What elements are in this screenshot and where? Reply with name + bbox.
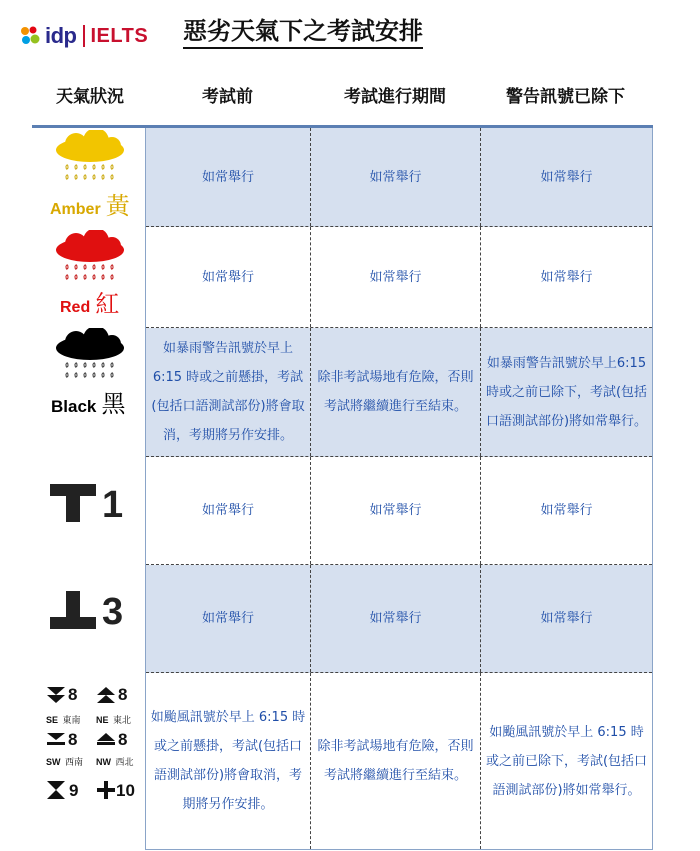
header-after: 警告訊號已除下 bbox=[506, 87, 625, 107]
t3-during-cell: 如常舉行 bbox=[311, 565, 481, 672]
t8-during-cell: 除非考試場地有危險，否則考試將繼續進行至結束。 bbox=[311, 673, 481, 849]
t1-before-cell: 如常舉行 bbox=[146, 457, 311, 564]
typhoon-signal-1 bbox=[48, 482, 138, 526]
idp-ielts-logo bbox=[20, 22, 148, 50]
signal-8-se: 8 SE 東南 bbox=[46, 685, 81, 725]
black-during-cell: 除非考試場地有危險，否則考試將繼續進行至結束。 bbox=[311, 328, 481, 456]
signal-8-nw: 8 NW 西北 bbox=[96, 730, 134, 767]
signal-8-ne: 8 NE 東北 bbox=[96, 685, 131, 725]
black-rainstorm-signal bbox=[48, 328, 138, 416]
se-signal-icon bbox=[46, 686, 66, 704]
t3-before-cell: 如常舉行 bbox=[146, 565, 311, 672]
red-label-zh: 紅 bbox=[95, 290, 120, 318]
red-label-en: Red bbox=[60, 299, 91, 316]
table-row-t1 bbox=[146, 457, 652, 565]
inverted-t-icon bbox=[48, 589, 98, 631]
amber-label-en: Amber bbox=[50, 201, 101, 218]
logo-separator bbox=[83, 25, 85, 47]
arrangement-table bbox=[145, 128, 653, 850]
t3-after-cell: 如常舉行 bbox=[540, 611, 593, 626]
black-before-cell: 如暴雨警告訊號於早上6:15 時或之前懸掛，考試(包括口語測試部份)將會取消，考期將另作安排。 bbox=[146, 328, 311, 456]
black-label-en: Black bbox=[51, 397, 97, 416]
cross-signal-icon bbox=[96, 780, 116, 800]
t1-during-cell: 如常舉行 bbox=[311, 457, 481, 564]
amber-after-cell: 如常舉行 bbox=[540, 169, 593, 185]
red-during-cell: 如常舉行 bbox=[311, 227, 481, 327]
black-label-zh: 黑 bbox=[101, 390, 126, 418]
table-row-t3 bbox=[146, 565, 652, 673]
table-row-black bbox=[146, 328, 652, 457]
header-during: 考試進行期間 bbox=[344, 87, 446, 107]
red-cloud-icon bbox=[48, 230, 132, 282]
t1-after-cell: 如常舉行 bbox=[540, 503, 593, 518]
signal-10: 10 bbox=[96, 780, 116, 805]
idp-logo-mark-icon bbox=[20, 25, 42, 47]
signal-8-sw: 8 SW 西南 bbox=[46, 730, 83, 767]
amber-before-cell: 如常舉行 bbox=[146, 128, 311, 226]
typhoon-signal-3 bbox=[48, 589, 138, 633]
table-row-t8 bbox=[146, 673, 652, 850]
header-condition: 天氣狀況 bbox=[56, 87, 124, 107]
header-before: 考試前 bbox=[202, 87, 253, 107]
hourglass-signal-icon bbox=[46, 780, 66, 800]
t-shape-icon bbox=[48, 482, 98, 524]
amber-label-zh: 黃 bbox=[105, 192, 130, 220]
amber-rainstorm-signal bbox=[48, 130, 132, 218]
table-row-red bbox=[146, 227, 652, 328]
sw-signal-icon bbox=[46, 732, 66, 746]
logo-ielts-text: IELTS bbox=[90, 24, 149, 47]
t8-before-cell: 如颱風訊號於早上 6:15 時或之前懸掛，考試(包括口語測試部份)將會取消，考期將另作安排。 bbox=[146, 673, 311, 849]
black-cloud-icon bbox=[48, 328, 132, 380]
signal-9: 9 bbox=[46, 780, 66, 805]
table-row-amber bbox=[146, 128, 652, 227]
red-after-cell: 如常舉行 bbox=[540, 269, 593, 285]
red-rainstorm-signal bbox=[48, 230, 132, 318]
t8-after-cell: 如颱風訊號於早上 6:15 時或之前已除下，考試(包括口語測試部份)將如常舉行。 bbox=[485, 724, 648, 798]
ne-signal-icon bbox=[96, 686, 116, 704]
signal-1-number: 1 bbox=[102, 484, 124, 526]
signal-3-number: 3 bbox=[102, 591, 124, 633]
black-after-cell: 如暴雨警告訊號於早上6:15 時或之前已除下，考試(包括口語測試部份)將如常舉行。 bbox=[485, 355, 648, 429]
page-title: 惡劣天氣下之考試安排 bbox=[183, 16, 423, 49]
red-before-cell: 如常舉行 bbox=[146, 227, 311, 327]
nw-signal-icon bbox=[96, 732, 116, 746]
amber-during-cell: 如常舉行 bbox=[311, 128, 481, 226]
logo-idp-text: idp bbox=[45, 23, 77, 48]
amber-cloud-icon bbox=[48, 130, 132, 182]
